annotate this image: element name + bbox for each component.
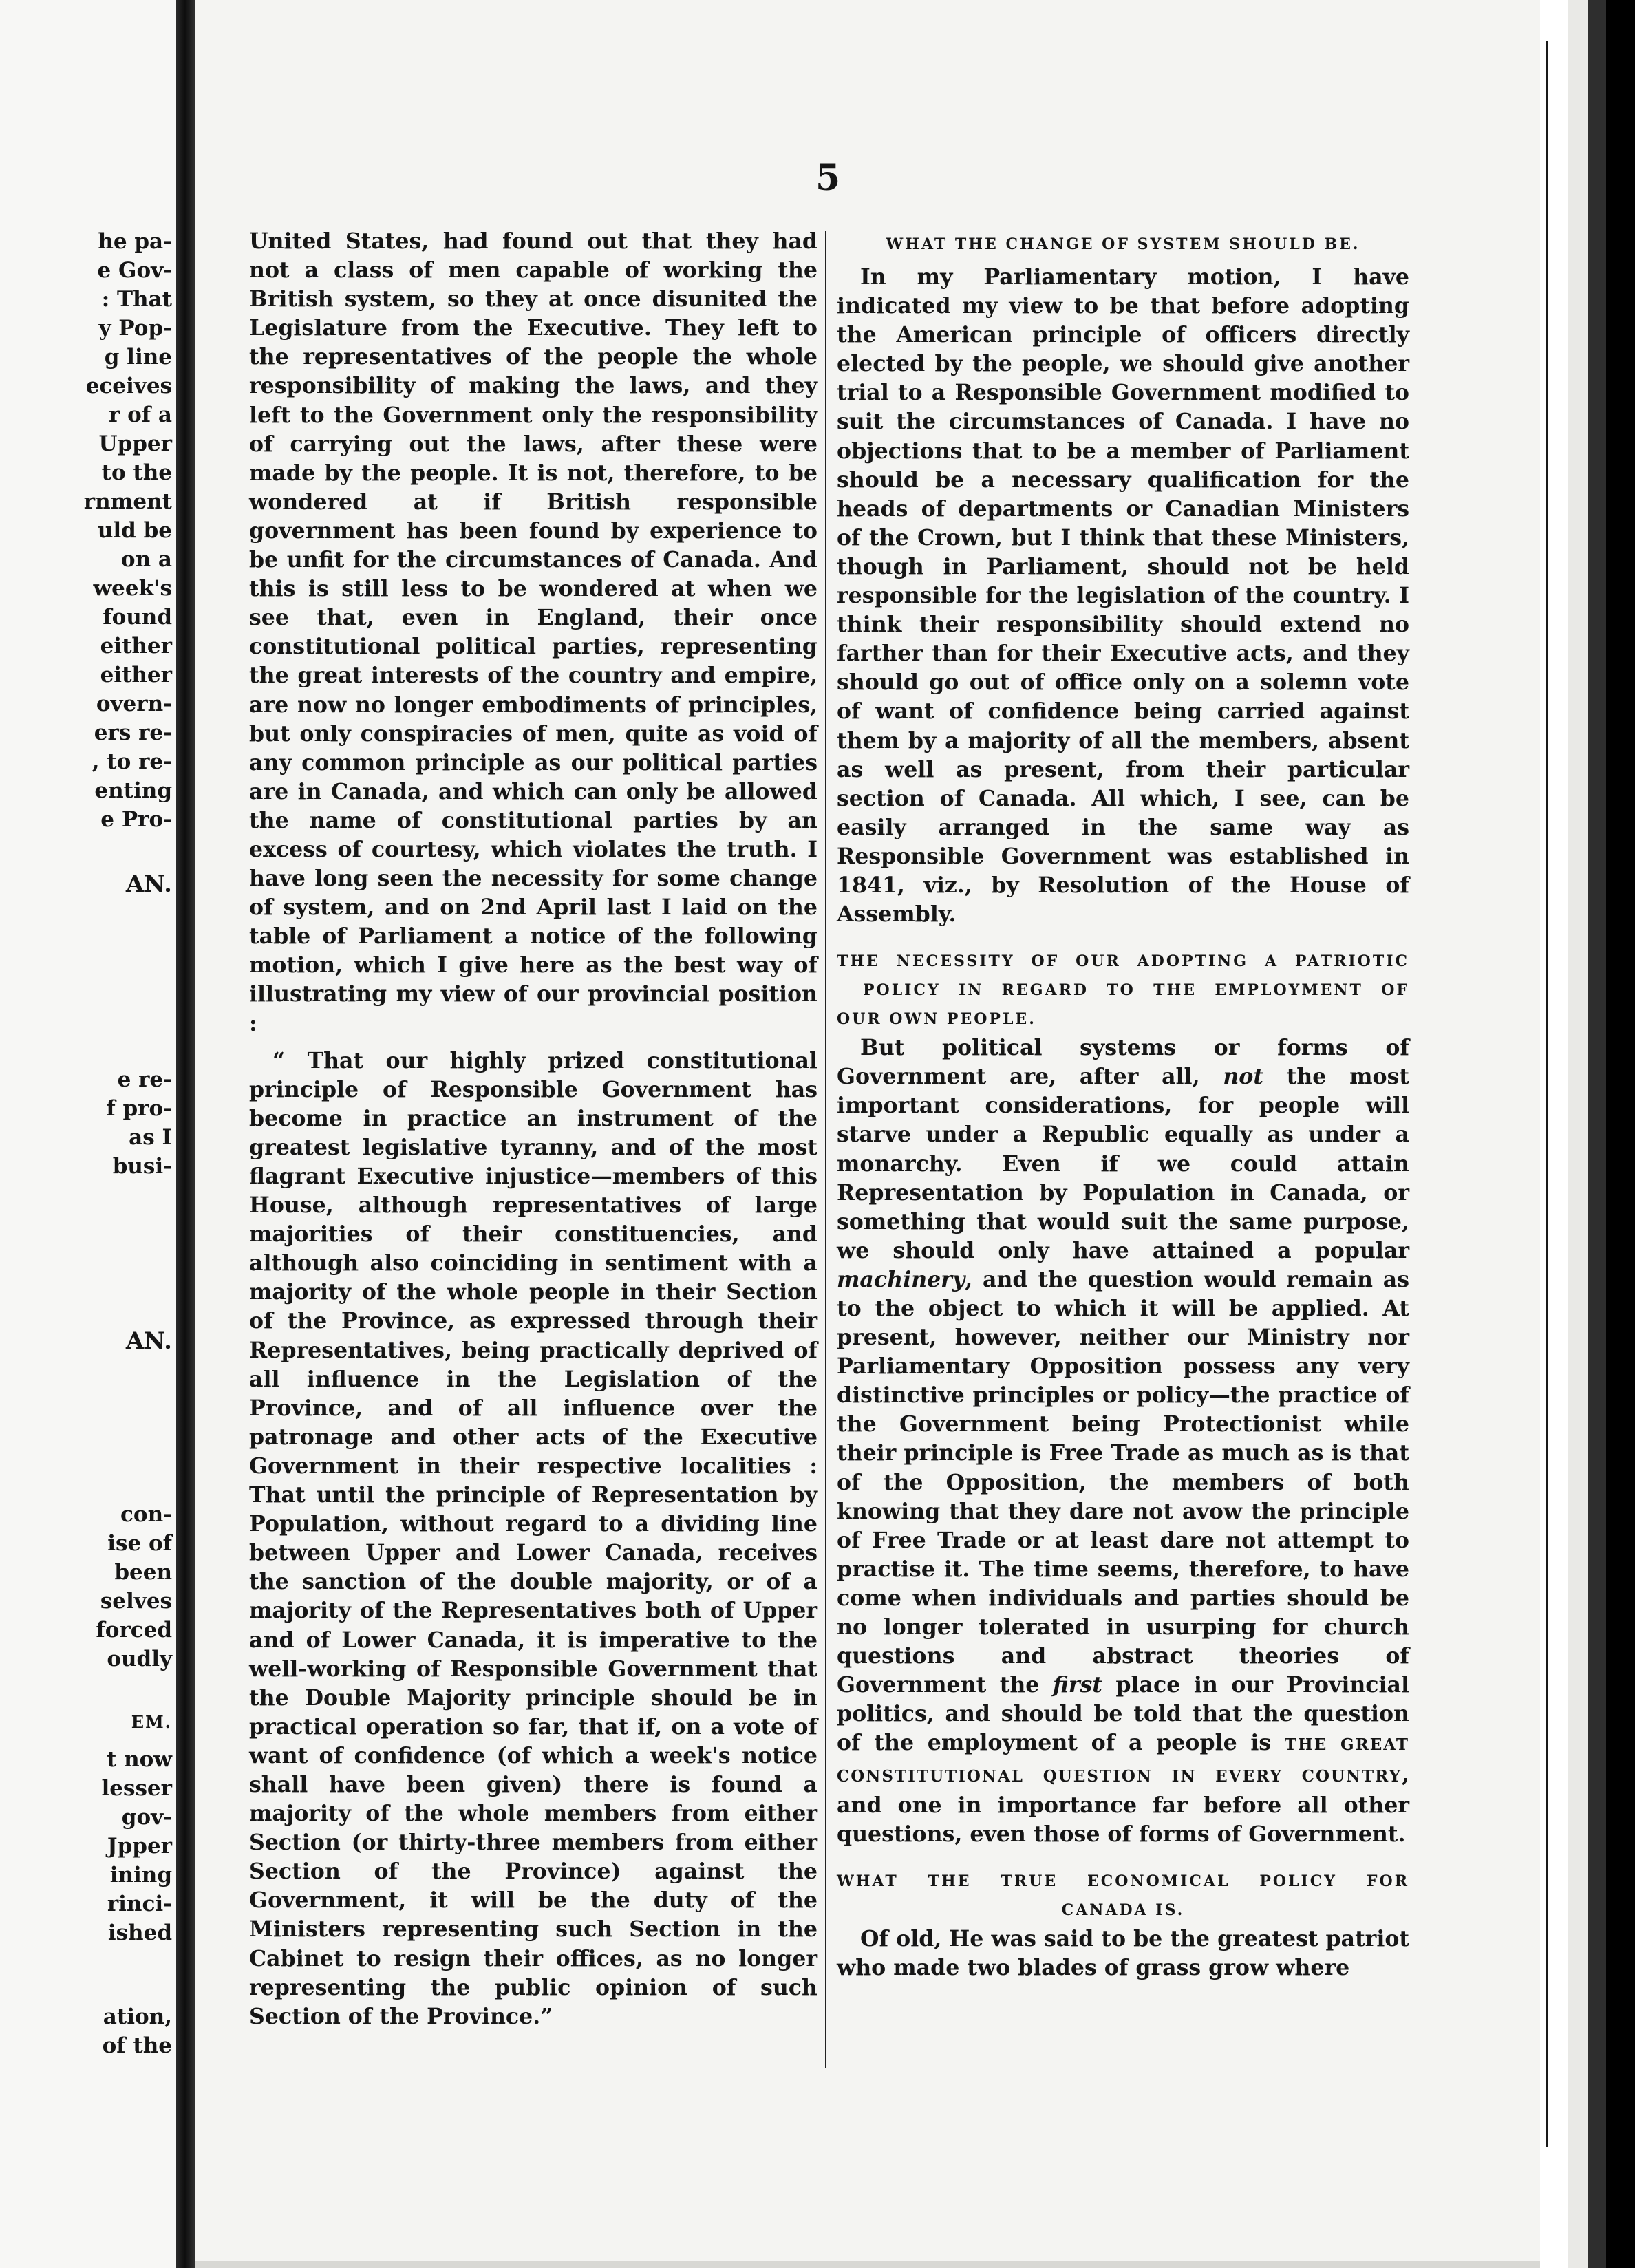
paragraph: In my Parliamentary motion, I have indicated my view to be that before adopting the American principle of officers directly elected by the people, we should give another trial to a Responsible Government modified to suit the circumstances of Canada. I have no objections that to be a member of Parliament should be a necessary qualification for the heads of departments or Canadian Ministers of the Crown, but I think that these Ministers, though in Parliament, should not be held responsible for the legislation of the country. I think their responsibility should extend no farther than for their Executive acts, and they should go out of office only on a solemn vote of want of confidence being carried against them by a majority of all the members, absent as well as present, from their particular section of Canada. All which, I see, can be easily arranged in the same way as Responsible Government was established in 1841, viz., by Resolution of the House of Assembly. xyxy=(837,264,1409,928)
facing-page-fragment: y Pop- xyxy=(98,316,172,341)
facing-page-fragment: ise of xyxy=(107,1531,172,1556)
facing-page-fragment: either xyxy=(100,663,172,687)
facing-page-fragment: ished xyxy=(107,1921,172,1945)
facing-page-fragment: found xyxy=(103,605,172,630)
facing-page-fragment: lesser xyxy=(101,1776,172,1801)
facing-page-fragment: as I xyxy=(129,1125,172,1150)
facing-page-fragment: forced xyxy=(96,1618,172,1643)
facing-page-fragment: rinci- xyxy=(107,1892,172,1916)
column-rule xyxy=(825,231,826,2068)
facing-page-fragment: : That xyxy=(101,287,172,312)
paragraph: Of old, He was said to be the greatest patriot who made two blades of grass grow where xyxy=(837,1925,1409,1980)
facing-page-fragment: AN. xyxy=(125,870,172,898)
facing-page-fragment: oudly xyxy=(107,1647,172,1671)
section-heading: WHAT THE TRUE ECONOMICAL POLICY FOR CANADA IS. xyxy=(837,1872,1409,1919)
facing-page xyxy=(0,0,180,2268)
facing-page-fragment: AN. xyxy=(125,1327,172,1355)
facing-page-fragment: f pro- xyxy=(106,1096,172,1121)
facing-page-fragment: r of a xyxy=(108,403,172,427)
quoted-motion: “ That our highly prized constitutional principle of Responsible Government has become in practice an instrument of the greatest legislative tyranny, and of the most flagrant Executive injustice—members of this House, although representatives of large majorities of their constituencies, and although also coinciding in sentiment with a majority of the whole people in their Section of the Province, as expressed through their Representatives, being practically deprived of all influence in the Legislation of the Province, and of all influence over the patronage and other acts of the Executive Government in their respective localities : That until the principle of Representation by Population, without regard to a dividing line between Upper and Lower Canada, receives the sanction of the double majority, or of a majority of the Representatives both of Upper and of Lower Canada, it is imperative to the well-working of Responsible Government that the Double Majority principle should be in practical operation so far, that if, on a vote of want of confidence (of which a week's notice shall have been given) there is found a majority of the whole members from either Section (or thirty-three members from either Section of the Province) against the Government, it will be the duty of the Ministers representing such Section in the Cabinet to resign their offices, as no longer representing the public opinion of such Section of the Province.” xyxy=(249,1047,818,2029)
facing-page-fragment: eceives xyxy=(85,374,172,398)
facing-page-fragment: to the xyxy=(101,460,172,485)
facing-page-fragment: g line xyxy=(104,345,172,370)
facing-page-fragment: gov- xyxy=(121,1805,172,1830)
facing-page-fragment: EM. xyxy=(131,1712,172,1732)
right-column xyxy=(837,227,1409,1982)
facing-page-fragment: rnment xyxy=(83,489,172,514)
facing-page-fragment: he pa- xyxy=(98,229,172,254)
facing-page-fragment: e Pro- xyxy=(100,807,172,832)
facing-page-fragment: , to re- xyxy=(92,749,172,774)
page-bottom-edge xyxy=(195,2261,1540,2268)
section-heading: THE NECESSITY OF OUR ADOPTING A PATRIOTIC POLICY IN REGARD TO THE EMPLOYMENT OF OUR OWN PEOPLE. xyxy=(837,952,1409,1029)
facing-page-fragment: Jpper xyxy=(107,1834,172,1859)
facing-page-fragment: e Gov- xyxy=(97,258,172,283)
facing-page-fragment: ers re- xyxy=(94,720,172,745)
section-heading: WHAT THE CHANGE OF SYSTEM SHOULD BE. xyxy=(886,235,1360,253)
left-column xyxy=(249,227,818,2031)
facing-page-fragment: ining xyxy=(109,1863,172,1887)
facing-page-fragment: enting xyxy=(94,778,172,803)
facing-page-fragment: uld be xyxy=(97,518,172,543)
facing-page-fragment: of the xyxy=(102,2033,172,2058)
facing-page-fragment: on a xyxy=(120,547,172,572)
facing-page-fragment: week's xyxy=(93,576,172,601)
facing-page-fragment: t now xyxy=(106,1747,172,1772)
page-number: 5 xyxy=(815,157,841,199)
facing-page-fragment: either xyxy=(100,634,172,659)
facing-page-fragment: ation, xyxy=(103,2004,172,2029)
paragraph: But political systems or forms of Government are, after all, not the most important considerations, for people will starve under a Republic equally as under a monarchy. Even if we could attain Representation by Population in Canada, or something that would suit the same purpose, we should only have attained a popular machinery, and the question would remain as to the object to which it will be applied. At present, however, neither our Ministry nor Parliamentary Opposition possess any very distinctive principles or policy—the practice of the Government being Protectionist while their principle is Free Trade as much as is that of the Opposition, the members of both knowing that they dare not avow the principle of Free Trade or at least dare not attempt to practise it. The time seems, therefore, to have come when individuals and parties should be no longer tolerated in usurping for church questions and abstract theories of Government the first place in our Provincial politics, and should be told that the question of the employment of a people is THE GREAT CONSTITUTIONAL QUESTION IN EVERY COUNTRY, and one in importance far before all other questions, even those of forms of Government. xyxy=(837,1035,1410,1847)
facing-page-fragment: con- xyxy=(120,1502,172,1527)
paragraph: United States, had found out that they had not a class of men capable of working the British system, so they at once disunited the Legislature from the Executive. They left to the representatives of the people the whole responsibility of making the laws, and they left to the Government only the responsibility of carrying out the laws, after these were made by the people. It is not, therefore, to be wondered at if British responsible government has been found by experience to be unfit for the circumstances of Canada. And this is still less to be wondered at when we see that, even in England, their once constitutional political parties, representing the great interests of the country and empire, are now no longer embodiments of principles, but only conspiracies of men, quite as void of any common principle as our political parties are in Canada, and which can only be allowed the name of constitutional parties by an excess of courtesy, which violates the truth. I have long seen the necessity for some change of system, and on 2nd April last I laid on the table of Parliament a notice of the following motion, which I give here as the best way of illustrating my view of our provincial position : xyxy=(249,228,818,1036)
facing-page-fragment: busi- xyxy=(112,1154,172,1179)
facing-page-fragment: Upper xyxy=(98,431,172,456)
facing-page-fragment: been xyxy=(114,1560,172,1585)
facing-page-fragment: overn- xyxy=(96,692,172,716)
facing-page-fragment: selves xyxy=(100,1589,172,1614)
book-spine xyxy=(176,0,195,2268)
page-edge xyxy=(1540,0,1635,2268)
facing-page-fragment: e re- xyxy=(117,1067,172,1092)
